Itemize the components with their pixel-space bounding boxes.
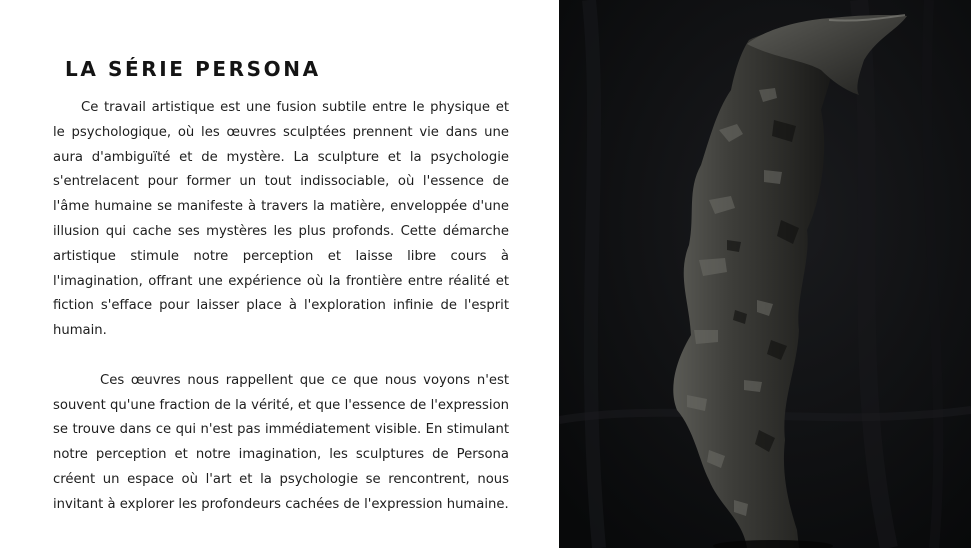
text-column	[53, 54, 509, 518]
sculpture-photo	[559, 0, 971, 548]
sculpture-illustration	[559, 0, 971, 548]
page-title: LA SÉRIE PERSONA	[65, 57, 321, 81]
paragraph-1: Ce travail artistique est une fusion subtile entre le physique et le psychologique, où les œuvres sculptées prennent vie dans une aura d'ambiguïté et de mystère. La sculpture et la psychologie s'entrelacent pour former un tout indissociable, où l'essence de l'âme humaine se manifeste à travers la matière, enveloppée d'une illusion qui cache ses mystères les plus profonds. Cette démarche artistique stimule notre perception et laisse libre cours à l'imagination, offrant une expérience où la frontière entre réalité et fiction s'efface pour laisser place à l'exploration infinie de l'esprit humain.	[53, 100, 509, 339]
paragraph-2: Ces œuvres nous rappellent que ce que nous voyons n'est souvent qu'une fraction de la vérité, et que l'essence de l'expression se trouve dans ce qui n'est pas immédiatement visible. En stimulant notre perception et notre imagination, les sculptures de Persona créent un espace où l'art et la psychologie se rencontrent, nous invitant à explorer les profondeurs cachées de l'expression humaine.	[53, 372, 509, 512]
